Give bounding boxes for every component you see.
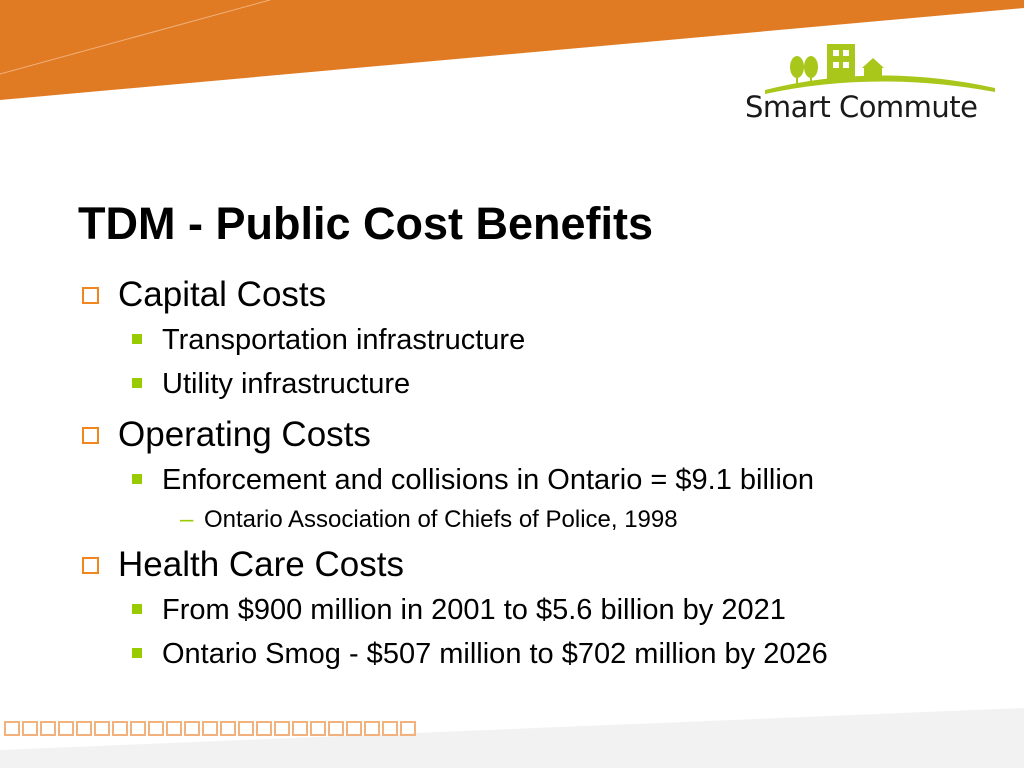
list-item [78,362,998,406]
square-bullet-icon [132,648,142,658]
placeholder-square-icon [130,721,146,736]
list-item-text: Enforcement and collisions in Ontario = $9.1 billion [162,464,815,496]
section-operating-costs [78,412,998,458]
footer-placeholder-squares [4,721,416,736]
sub-list-item-text: Ontario Association of Chiefs of Police, 1998 [204,506,678,533]
placeholder-square-icon [220,721,236,736]
list-item [78,588,998,632]
square-bullet-icon [132,334,142,344]
placeholder-square-icon [94,721,110,736]
logo-text: Smart Commute [745,90,978,124]
footer-band [0,708,1024,768]
list-item-text: Ontario Smog - $507 million to $702 million by 2026 [162,638,828,670]
section-capital-costs [78,272,998,318]
placeholder-square-icon [364,721,380,736]
placeholder-square-icon [166,721,182,736]
placeholder-square-icon [202,721,218,736]
list-item-text: From $900 million in 2001 to $5.6 billion by 2021 [162,594,786,626]
placeholder-square-icon [382,721,398,736]
placeholder-square-icon [238,721,254,736]
bullet-list [78,272,998,676]
placeholder-square-icon [76,721,92,736]
square-bullet-icon [132,604,142,614]
section-heading: Operating Costs [118,415,371,454]
square-outline-icon [82,287,99,304]
square-bullet-icon [132,474,142,484]
placeholder-square-icon [292,721,308,736]
square-bullet-icon [132,378,142,388]
section-heading: Health Care Costs [118,545,404,584]
placeholder-square-icon [400,721,416,736]
placeholder-square-icon [40,721,56,736]
placeholder-square-icon [328,721,344,736]
list-item [78,632,998,676]
placeholder-square-icon [58,721,74,736]
placeholder-square-icon [346,721,362,736]
placeholder-square-icon [274,721,290,736]
list-item [78,318,998,362]
dash-bullet-icon: – [180,506,194,533]
placeholder-square-icon [310,721,326,736]
placeholder-square-icon [4,721,20,736]
placeholder-square-icon [112,721,128,736]
square-outline-icon [82,557,99,574]
placeholder-square-icon [148,721,164,736]
smart-commute-logo [745,40,1015,135]
list-item-text: Transportation infrastructure [162,324,526,356]
placeholder-square-icon [256,721,272,736]
list-item [78,458,998,502]
square-outline-icon [82,427,99,444]
section-heading: Capital Costs [118,275,327,314]
list-item-text: Utility infrastructure [162,368,411,400]
sub-list-item [78,502,998,542]
section-health-care-costs [78,542,998,588]
placeholder-square-icon [22,721,38,736]
placeholder-square-icon [184,721,200,736]
slide-title: TDM - Public Cost Benefits [78,198,654,249]
